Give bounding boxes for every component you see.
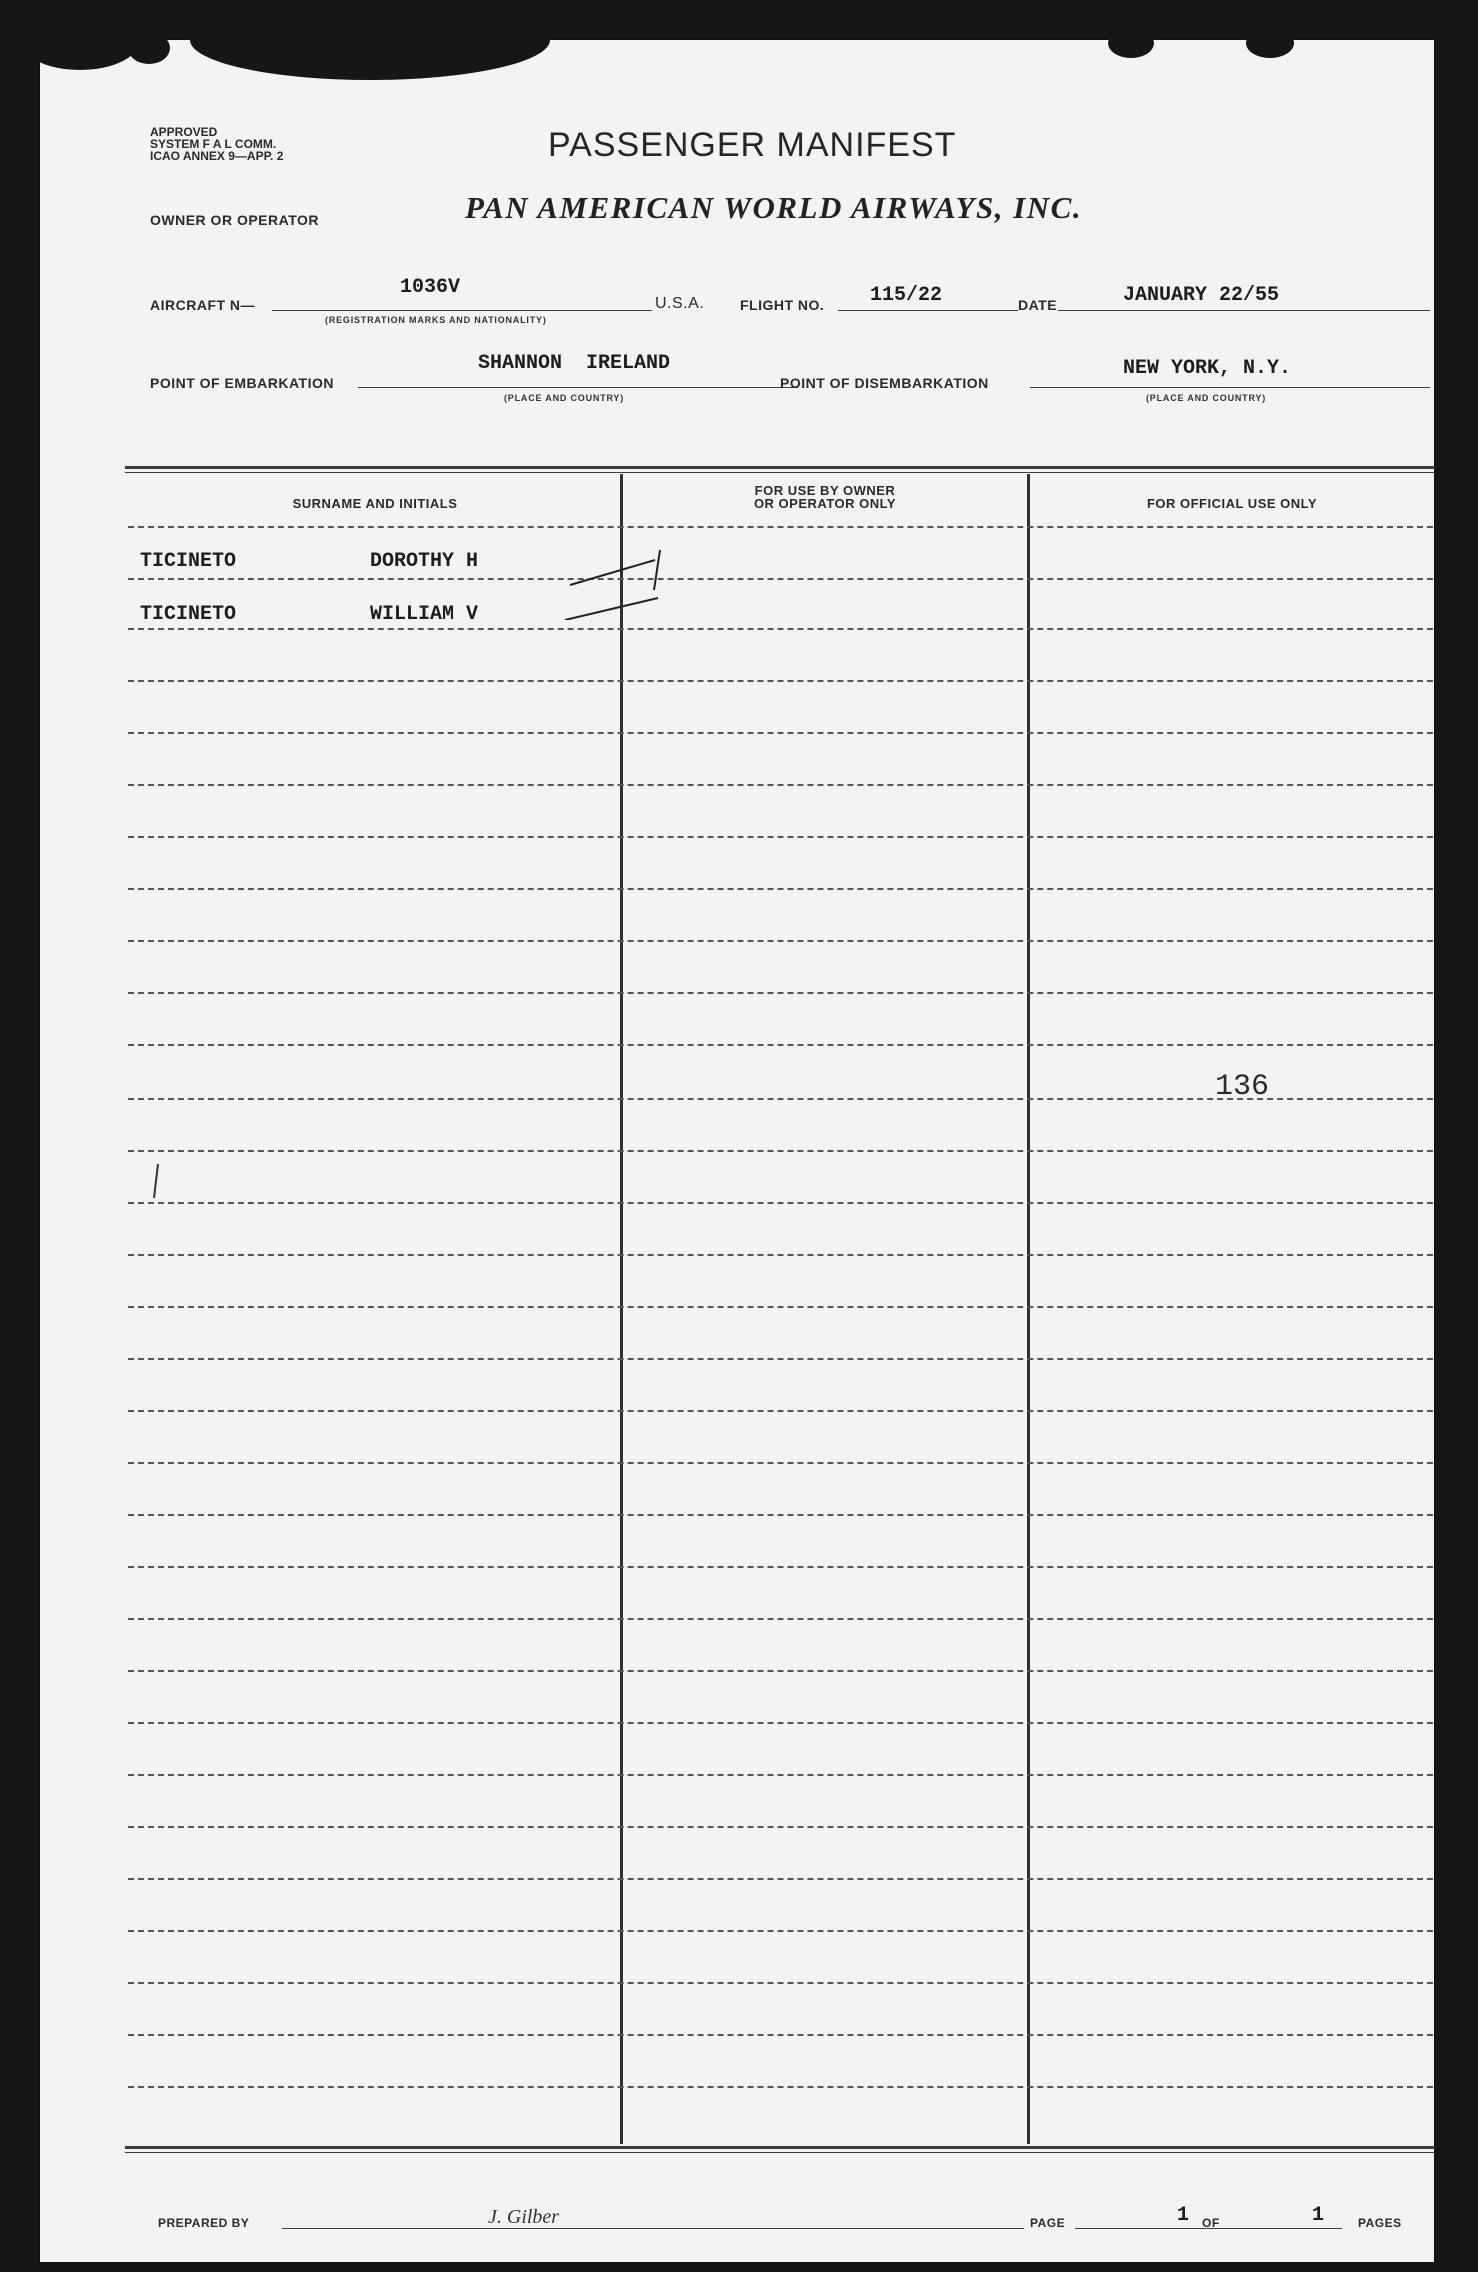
passenger-surname: TICINETO — [140, 603, 237, 626]
table-rule-line — [128, 1306, 1433, 1308]
aircraft-label: AIRCRAFT N— — [150, 297, 256, 313]
usa-label: U.S.A. — [655, 295, 705, 312]
check-mark — [654, 550, 660, 590]
embarkation-label: POINT OF EMBARKATION — [150, 375, 334, 391]
approval-block — [150, 126, 283, 162]
passenger-initials: DOROTHY H — [370, 550, 479, 573]
column-divider-2 — [1027, 474, 1030, 2144]
table-rule-line — [128, 1930, 1433, 1932]
approval-line: SYSTEM F A L COMM. — [150, 137, 277, 151]
table-rule-line — [128, 1566, 1433, 1568]
of-label: OF — [1202, 2216, 1220, 2230]
check-mark — [565, 598, 658, 620]
table-rule-line — [128, 1358, 1433, 1360]
page-label: PAGE — [1030, 2216, 1066, 2230]
passenger-surname: TICINETO — [140, 550, 237, 573]
table-rule-line — [128, 578, 1433, 580]
approval-line: ICAO ANNEX 9—APP. 2 — [150, 149, 284, 163]
check-marks — [560, 510, 680, 620]
table-rule-line — [128, 1670, 1433, 1672]
col-header-owner — [623, 484, 1027, 510]
flight-no-line — [838, 310, 1018, 311]
flight-no-value: 115/22 — [870, 284, 943, 307]
table-rule-line — [128, 1826, 1433, 1828]
table-rule-line — [128, 1514, 1433, 1516]
table-top-rule-2 — [125, 472, 1435, 473]
table-rule-line — [128, 1462, 1433, 1464]
prepared-label: PREPARED BY — [158, 2216, 250, 2230]
flight-no-label: FLIGHT NO. — [740, 297, 825, 313]
date-line — [1058, 310, 1430, 311]
table-rule-line — [128, 784, 1433, 786]
table-rule-line — [128, 1618, 1433, 1620]
passenger-initials: WILLIAM V — [370, 603, 479, 626]
table-rule-line — [128, 940, 1433, 942]
table-rule-line — [128, 1202, 1433, 1204]
table-rule-line — [128, 888, 1433, 890]
col-header-surname: SURNAME AND INITIALS — [292, 496, 458, 511]
prepared-by-signature: J. Gilber — [488, 2206, 560, 2228]
disembarkation-place-note: (PLACE AND COUNTRY) — [1146, 393, 1267, 403]
table-rule-line — [128, 2034, 1433, 2036]
disembarkation-line — [1030, 387, 1430, 388]
owner-label: OWNER OR OPERATOR — [150, 212, 319, 228]
punch-hole-right-1 — [1108, 28, 1154, 58]
date-label: DATE — [1018, 297, 1058, 313]
embarkation-place-note: (PLACE AND COUNTRY) — [504, 393, 625, 403]
page-title: PASSENGER MANIFEST — [548, 126, 957, 164]
table-bottom-rule — [125, 2146, 1435, 2149]
table-bottom-rule-2 — [125, 2152, 1435, 2153]
table-rule-line — [128, 1878, 1433, 1880]
check-mark — [570, 560, 655, 585]
table-rule-line — [128, 1722, 1433, 1724]
torn-corner — [20, 10, 140, 70]
table-rule-line — [128, 1774, 1433, 1776]
table-rule-line — [128, 836, 1433, 838]
aircraft-line — [272, 310, 652, 311]
column-divider-1 — [620, 474, 623, 2144]
table-rule-line — [128, 992, 1433, 994]
approval-line: APPROVED — [150, 125, 218, 139]
prepared-line — [282, 2228, 1024, 2229]
table-rule-line — [128, 628, 1433, 630]
table-rule-line — [128, 1254, 1433, 1256]
stray-mark — [150, 1162, 170, 1202]
punch-hole-right-2 — [1246, 28, 1294, 58]
table-rule-line — [128, 1044, 1433, 1046]
disembarkation-label: POINT OF DISEMBARKATION — [780, 375, 989, 391]
table-rule-line — [128, 2086, 1433, 2088]
col-header-owner-line: OR OPERATOR ONLY — [753, 496, 897, 511]
manifest-sheet — [40, 40, 1434, 2262]
aircraft-value: 1036V — [400, 276, 461, 299]
disembarkation-value: NEW YORK, N.Y. — [1123, 357, 1292, 380]
table-rule-line — [128, 732, 1433, 734]
date-value: JANUARY 22/55 — [1123, 284, 1280, 307]
table-rule-line — [128, 526, 1433, 528]
embarkation-value: SHANNON IRELAND — [478, 352, 671, 375]
registration-note: (REGISTRATION MARKS AND NATIONALITY) — [325, 315, 547, 325]
table-top-rule — [125, 466, 1435, 469]
total-pages: 1 — [1312, 2204, 1325, 2227]
table-rule-line — [128, 1982, 1433, 1984]
col-header-official: FOR OFFICIAL USE ONLY — [1146, 496, 1318, 511]
table-rule-line — [128, 1410, 1433, 1412]
embarkation-line — [358, 387, 798, 388]
table-rule-line — [128, 680, 1433, 682]
page-number: 1 — [1177, 2204, 1190, 2227]
punch-hole-left — [128, 32, 170, 64]
of-line — [1230, 2228, 1342, 2229]
col-header-owner-line: FOR USE BY OWNER — [754, 483, 896, 498]
official-note: 136 — [1215, 1070, 1270, 1104]
operator-name: PAN AMERICAN WORLD AIRWAYS, INC. — [465, 190, 1083, 225]
torn-edge — [190, 0, 550, 80]
pages-label: PAGES — [1358, 2216, 1402, 2230]
table-rule-line — [128, 1150, 1433, 1152]
